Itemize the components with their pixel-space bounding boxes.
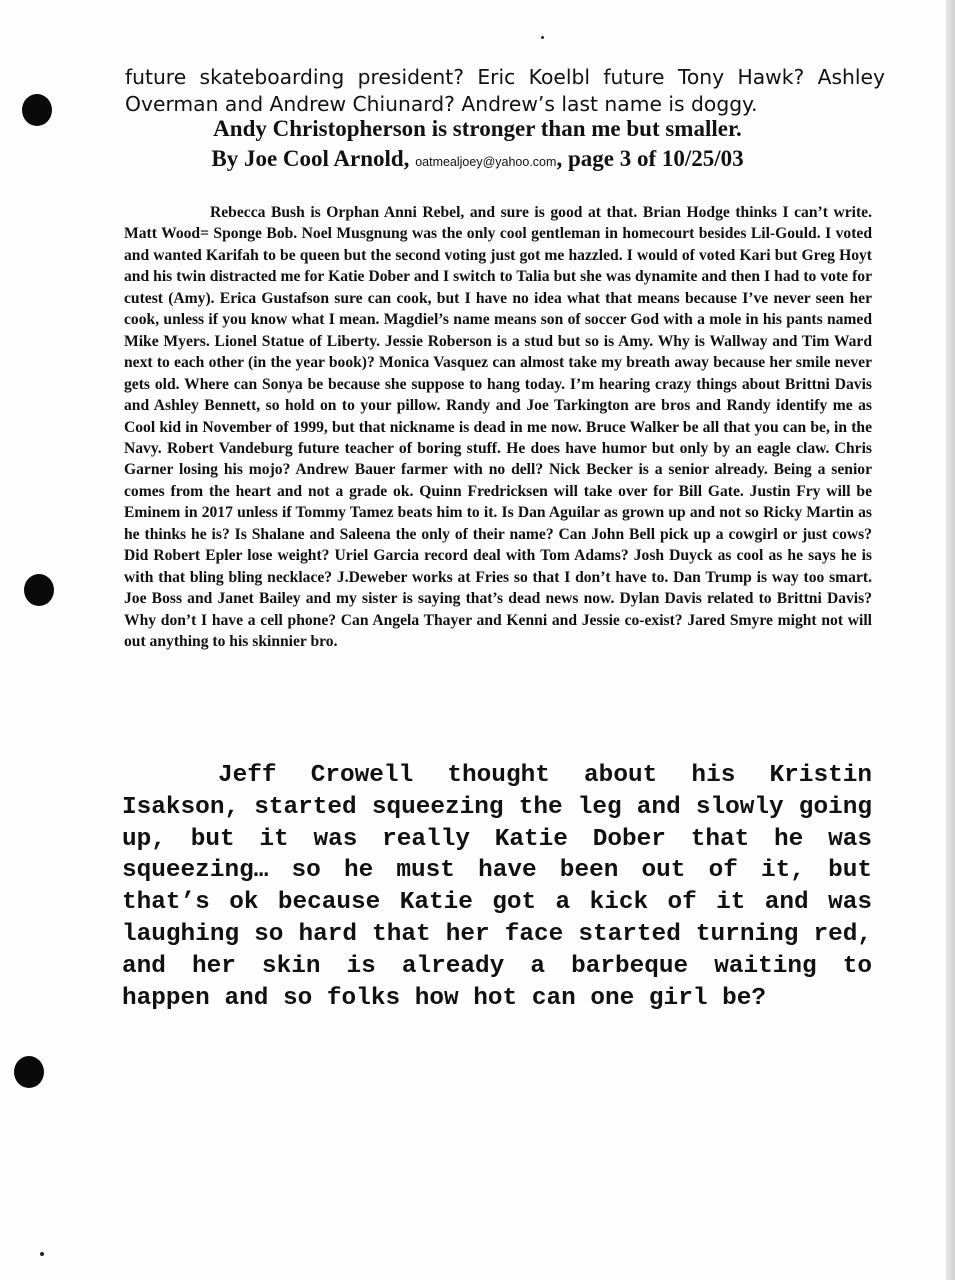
continued-text: [125, 64, 885, 118]
scan-speck: [40, 1252, 44, 1256]
byline-email: oatmealjoey@yahoo.com: [415, 155, 557, 169]
typewriter-paragraph: Jeff Crowell thought about his Kristin Isakson, started squeezing the leg and slowly going up, but it was really Katie Dober that he was squeezing… so he must have been out of it, but that’s ok because Katie got a kick of it and was laughing so hard that her face started turning red, and her skin is already a barbeque waiting to happen and so folks how hot can one girl be?: [122, 762, 872, 1012]
continued-text-line-2: Overman and Andrew Chiunard? Andrew’s last name is doggy.: [125, 92, 758, 116]
byline-page-date: , page 3 of 10/25/03: [556, 146, 744, 171]
page-edge-shadow: [946, 0, 955, 1280]
binder-hole-middle: [24, 574, 54, 606]
continued-text-line-1: future skateboarding president? Eric Koelbl future Tony Hawk? Ashley: [125, 65, 885, 89]
binder-hole-bottom: [14, 1056, 44, 1088]
byline-author: By Joe Cool Arnold,: [211, 146, 416, 171]
headline: Andy Christopherson is stronger than me but smaller.: [213, 116, 742, 141]
body-paragraph: Rebecca Bush is Orphan Anni Rebel, and sure is good at that. Brian Hodge thinks I can’t write. Matt Wood= Sponge Bob. Noel Musgnung was the only cool gentleman in homecourt besides Lil-Gould. I voted and wanted Karifah to be queen but the second voting just got me hazzled. I would of voted Kari but Greg Hoyt and his twin distracted me for Katie Dober and I switch to Talia but she was dynamite and then I had to vote for cutest (Amy). Erica Gustafson sure can cook, but I have no idea what that means because I’ve never seen her cook, unless if you know what I mean. Magdiel’s name means son of soccer God with a mole in his pants named Mike Myers. Lionel Statue of Liberty. Jessie Roberson is a stud but so is Amy. Why is Wallway and Tim Ward next to each other (in the year book)? Monica Vasquez can almost take my breath away because her smile never gets old. Where can Sonya be because she suppose to hang today. I’m hearing crazy things about Brittni Davis and Ashley Bennett, so hold on to your pillow. Randy and Joe Tarkington are bros and Randy identify me as Cool kid in November of 1999, but that nickname is dead in me now. Bruce Walker be all that you can be, in the Navy. Robert Vandeburg future teacher of boring stuff. He does have humor but only by an eagle claw. Chris Garner losing his mojo? Andrew Bauer farmer with no dell? Nick Becker is a senior already. Being a senior comes from the heart and not a grade ok. Quinn Fredricksen will take over for Bill Gate. Justin Fry will be Eminem in 2017 unless if Tommy Tamez beats him to it. Is Dan Aguilar as grown up and not so Ricky Martin as he thinks he is? Is Shalane and Saleena the only of their name? Can John Bell pick up a cowgirl or just cows? Did Robert Epler lose weight? Uriel Garcia record deal with Tom Adams? Josh Duyck as cool as he says he is with that bling bling necklace? J.Deweber works at Fries so that I don’t have to. Dan Trump is way too smart. Joe Boss and Janet Bailey and my sister is saying that’s dead news now. Dylan Davis related to Brittni Davis? Why don’t I have a cell phone? Can Angela Thayer and Kenni and Jessie co-exist? Jared Smyre might not will out anything to his skinnier bro.: [124, 204, 872, 651]
scan-speck: [541, 36, 544, 39]
byline: [0, 146, 955, 172]
